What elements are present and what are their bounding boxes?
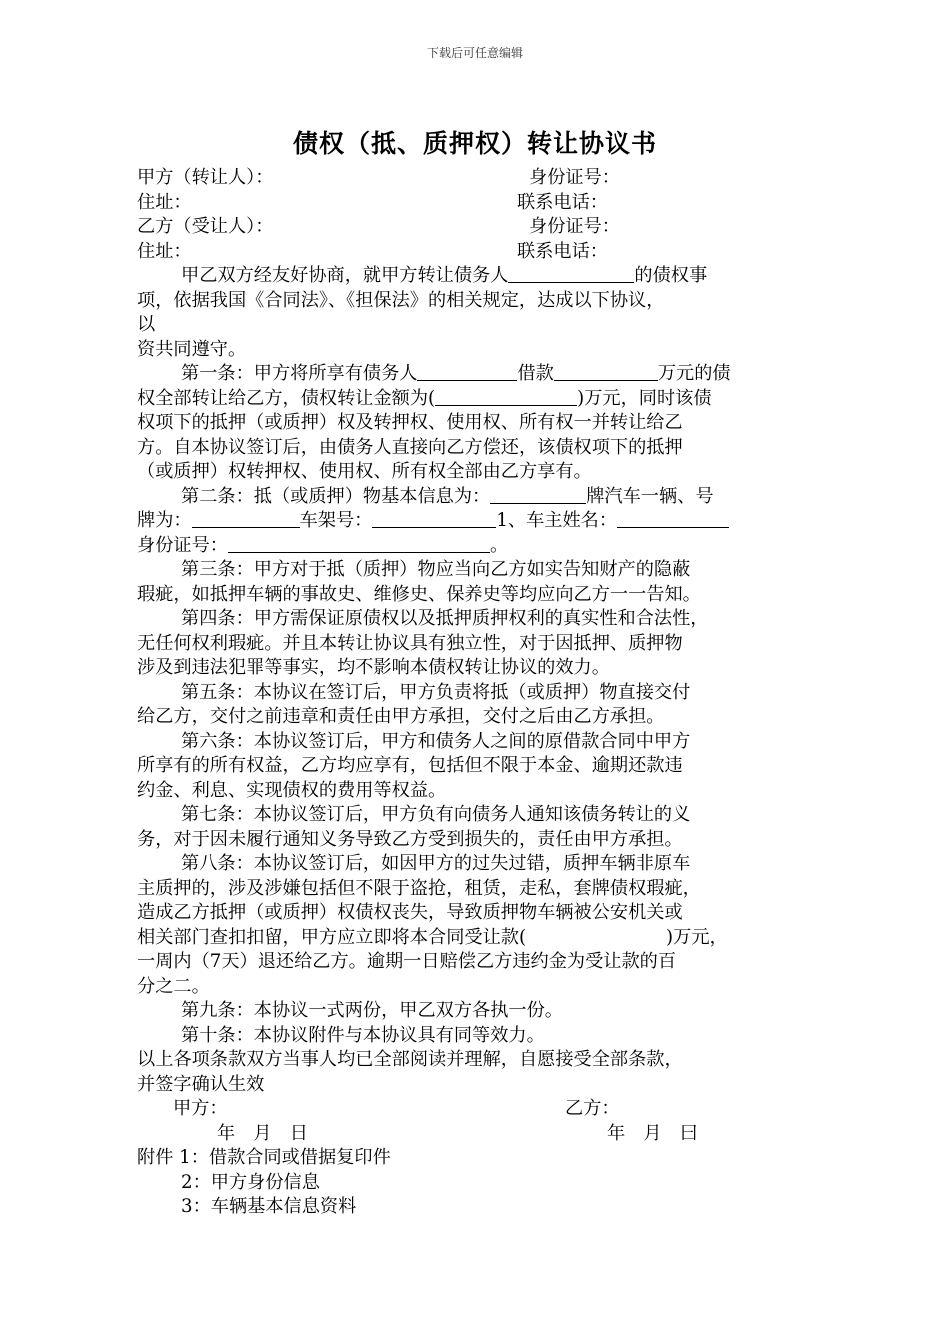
article-9: 第九条：本协议一式两份，甲乙双方各执一份。 xyxy=(181,1000,563,1021)
attachment-item: 3：车辆基本信息资料 xyxy=(181,1196,357,1217)
attachment-item: 附件 1：借款合同或借据复印件 xyxy=(137,1147,391,1168)
article-4: 第四条：甲方需保证原债权以及抵押质押权利的真实性和合法性， xyxy=(181,608,709,629)
article-3: 第三条：甲方对于抵（质押）物应当向乙方如实告知财产的隐蔽 xyxy=(181,559,691,580)
party-b-signature-label: 乙方： xyxy=(565,1098,620,1119)
article-1: （或质押）权转押权、使用权、所有权全部由乙方享有。 xyxy=(137,461,592,482)
loan-amount-blank xyxy=(554,362,658,381)
attachment-item: 2：甲方身份信息 xyxy=(181,1171,320,1193)
party-a-address-line xyxy=(137,191,827,216)
article-2 xyxy=(137,485,827,510)
party-a-id-label: 身份证号： xyxy=(529,167,620,188)
debtor-blank xyxy=(417,362,517,381)
article-6: 第六条：本协议签订后，甲方和债务人之间的原借款合同中甲方 xyxy=(181,730,691,752)
article-text: 车架号： xyxy=(299,510,373,531)
party-a-address-label: 住址： xyxy=(137,191,192,213)
article-text: 。 xyxy=(489,534,509,556)
article-text: )万元， xyxy=(666,926,728,948)
article-10: 第十条：本协议附件与本协议具有同等效力。 xyxy=(181,1024,545,1046)
article-text: 第一条：甲方将所享有债务人 xyxy=(181,363,418,384)
article-1: 方。自本协议签订后，由债务人直接向乙方偿还，该债权项下的抵押 xyxy=(137,436,683,458)
article-text: )万元，同时该债 xyxy=(577,387,712,409)
intro-text: 甲乙双方经友好协商，就甲方转让债务人 xyxy=(181,265,509,286)
car-brand-blank xyxy=(490,485,586,504)
article-8 xyxy=(137,926,827,951)
article-8: 第八条：本协议签订后，如因甲方的过失过错，质押车辆非原车 xyxy=(181,853,691,874)
article-1 xyxy=(137,387,827,412)
party-b-address-label: 住址： xyxy=(137,240,192,262)
article-text: 第二条：抵（或质押）物基本信息为： xyxy=(181,485,491,507)
article-8: 主质押的，涉及涉嫌包括但不限于盗抢，租赁，走私，套牌债权瑕疵， xyxy=(137,877,701,899)
party-b-line xyxy=(137,215,827,240)
party-a-line xyxy=(137,166,827,191)
article-3: 瑕疵，如抵押车辆的事故史、维修史、保养史等均应向乙方一一告知。 xyxy=(137,583,701,605)
closing-text: 并签字确认生效 xyxy=(137,1073,265,1095)
party-b-phone-label: 联系电话： xyxy=(517,240,608,262)
transfer-amount-blank xyxy=(435,387,577,406)
article-4: 涉及到违法犯罪等事实，均不影响本债权转让协议的效力。 xyxy=(137,657,610,678)
party-a-date: 年 月 日 xyxy=(217,1122,308,1144)
plate-blank xyxy=(192,509,300,528)
article-2 xyxy=(137,509,827,534)
header-note: 下载后可任意编辑 xyxy=(426,46,523,60)
article-6: 所享有的所有权益，乙方均应享有，包括但不限于本金、逾期还款违 xyxy=(137,755,683,776)
party-a-signature-label: 甲方： xyxy=(173,1098,228,1119)
signature-line xyxy=(137,1097,827,1122)
party-a-label: 甲方（转让人）： xyxy=(137,167,274,188)
intro-line xyxy=(137,264,827,289)
vin-blank xyxy=(372,509,496,528)
intro-line: 资共同遵守。 xyxy=(137,338,247,360)
page-title: 债权（抵、质押权）转让协议书 xyxy=(292,129,657,158)
article-text: 身份证号： xyxy=(137,534,228,556)
article-text: 相关部门查扣扣留，甲方应立即将本合同受让款( xyxy=(137,926,527,948)
article-7: 务，对于因未履行通知义务导致乙方受到损失的，责任由甲方承担。 xyxy=(137,828,683,850)
closing-text: 以上各项条款双方当事人均已全部阅读并理解，自愿接受全部条款， xyxy=(137,1049,683,1070)
article-8: 一周内（7天）退还给乙方。逾期一日赔偿乙方违约金为受让款的百 xyxy=(137,951,677,972)
intro-line: 项，依据我国《合同法》、《担保法》的相关规定，达成以下协议， xyxy=(137,289,665,311)
article-8: 分之二。 xyxy=(137,975,210,997)
party-b-id-label: 身份证号： xyxy=(529,216,620,237)
article-4: 无任何权利瑕疵。并且本转让协议具有独立性，对于因抵押、质押物 xyxy=(137,632,683,654)
party-b-date: 年 月 曰 xyxy=(607,1122,698,1144)
article-5: 给乙方，交付之前违章和责任由甲方承担，交付之后由乙方承担。 xyxy=(137,706,665,727)
party-b-label: 乙方（受让人）： xyxy=(137,216,274,237)
article-8: 造成乙方抵押（或质押）权债权丧失，导致质押物车辆被公安机关或 xyxy=(137,902,683,923)
article-text: 借款 xyxy=(517,363,554,384)
debtor-blank xyxy=(508,264,634,283)
owner-id-blank xyxy=(228,534,490,553)
article-text: 万元的债 xyxy=(657,363,731,384)
owner-name-blank xyxy=(617,509,729,528)
article-text: 1、车主姓名： xyxy=(496,510,618,531)
article-6: 约金、利息、实现债权的费用等权益。 xyxy=(137,779,447,801)
intro-line: 以 xyxy=(137,314,156,335)
article-1: 权项下的抵押（或质押）权及转押权、使用权、所有权一并转让给乙 xyxy=(137,412,683,433)
article-1 xyxy=(137,362,827,387)
intro-text: 的债权事 xyxy=(634,265,708,286)
article-text: 权全部转让给乙方，债权转让金额为( xyxy=(137,387,436,409)
article-text: 牌汽车一辆、号 xyxy=(586,485,714,507)
date-line xyxy=(137,1122,827,1147)
article-7: 第七条：本协议签订后，甲方负有向债务人通知该债务转让的义 xyxy=(181,804,691,825)
party-a-phone-label: 联系电话： xyxy=(517,191,608,213)
article-2 xyxy=(137,534,827,559)
party-b-address-line xyxy=(137,240,827,265)
document-body xyxy=(137,166,827,1220)
article-5: 第五条：本协议在签订后，甲方负责将抵（或质押）物直接交付 xyxy=(181,681,691,703)
article-text: 牌为： xyxy=(137,510,192,531)
